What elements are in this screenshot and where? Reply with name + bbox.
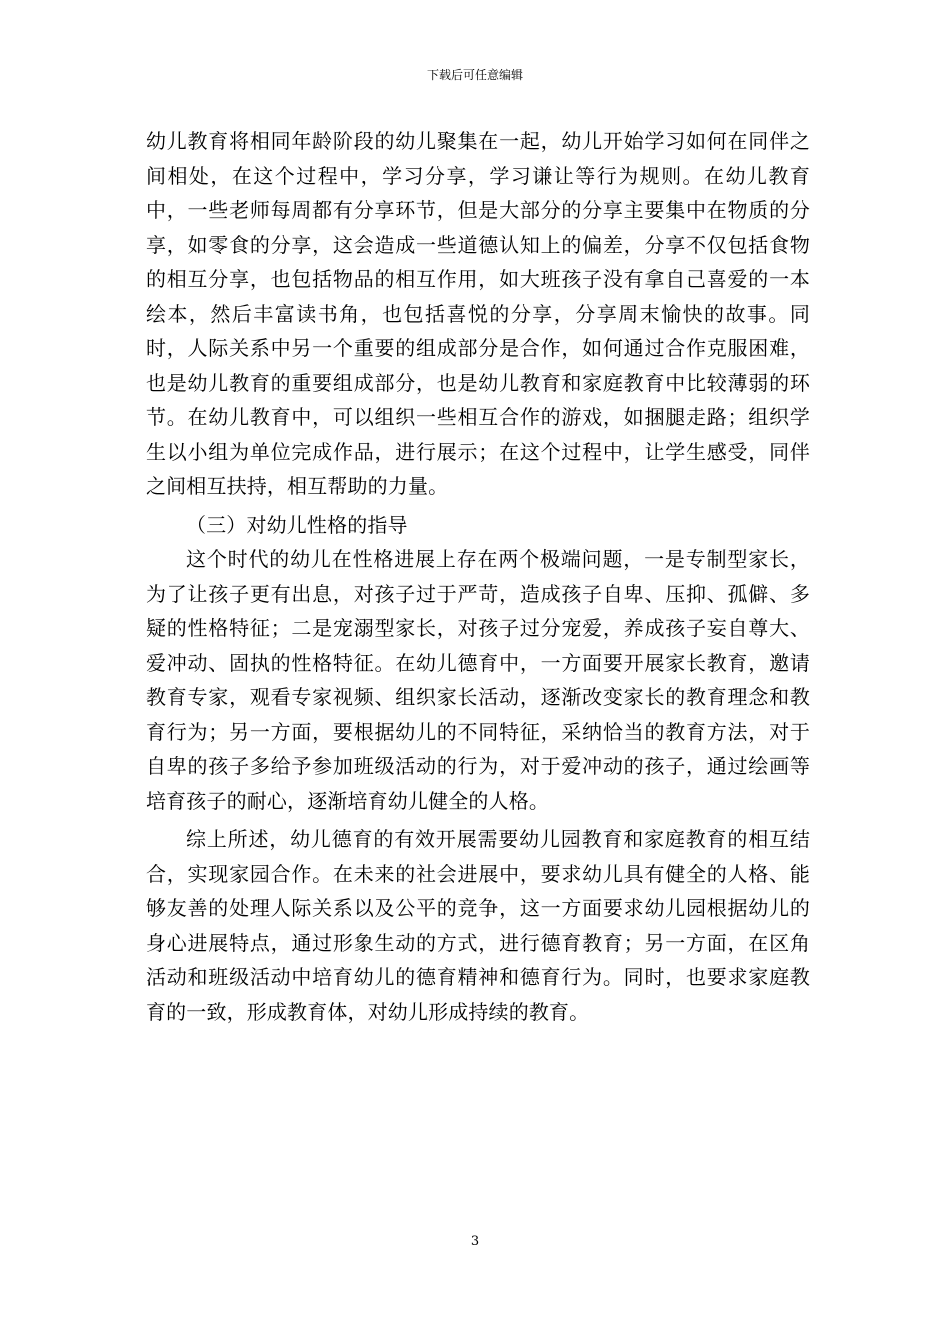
section-heading-personality: （三）对幼儿性格的指导 (186, 512, 408, 537)
paragraph-conclusion: 综上所述，幼儿德育的有效开展需要幼儿园教育和家庭教育的相互结合，实现家园合作。在未来的社会进展中，要求幼儿具有健全的人格、能够友善的处理人际关系以及公平的竞争，这一方面要求幼儿园根据幼儿的身心进展特点，通过形象生动的方式，进行德育教育；另一方面，在区角活动和班级活动中培育幼儿的德育精神和德育行为。同时，也要求家庭教育的一致，形成教育体，对幼儿形成持续的教育。 (146, 827, 810, 1024)
page-header: 下载后可任意编辑 (426, 68, 523, 82)
paragraph-personality-guidance: 这个时代的幼儿在性格进展上存在两个极端问题，一是专制型家长，为了让孩子更有出息，对孩子过于严苛，造成孩子自卑、压抑、孤僻、多疑的性格特征；二是宠溺型家长，对孩子过分宠爱，养成孩子妄自尊大、爱冲动、固执的性格特征。在幼儿德育中，一方面要开展家长教育，邀请教育专家，观看专家视频、组织家长活动，逐渐改变家长的教育理念和教育行为；另一方面，要根据幼儿的不同特征，采纳恰当的教育方法，对于自卑的孩子多给予参加班级活动的行为，对于爱冲动的孩子，通过绘画等培育孩子的耐心，逐渐培育幼儿健全的人格。 (146, 547, 810, 813)
document-body (146, 124, 810, 1029)
paragraph-sharing-cooperation: 幼儿教育将相同年龄阶段的幼儿聚集在一起，幼儿开始学习如何在同伴之间相处，在这个过程中，学习分享，学习谦让等行为规则。在幼儿教育中，一些老师每周都有分享环节，但是大部分的分享主要集中在物质的分享，如零食的分享，这会造成一些道德认知上的偏差，分享不仅包括食物的相互分享，也包括物品的相互作用，如大班孩子没有拿自己喜爱的一本绘本，然后丰富读书角，也包括喜悦的分享，分享周末愉快的故事。同时，人际关系中另一个重要的组成部分是合作，如何通过合作克服困难，也是幼儿教育的重要组成部分，也是幼儿教育和家庭教育中比较薄弱的环节。在幼儿教育中，可以组织一些相互合作的游戏，如捆腿走路；组织学生以小组为单位完成作品，进行展示；在这个过程中，让学生感受，同伴之间相互扶持，相互帮助的力量。 (146, 129, 810, 498)
page-number: 3 (470, 1234, 480, 1249)
